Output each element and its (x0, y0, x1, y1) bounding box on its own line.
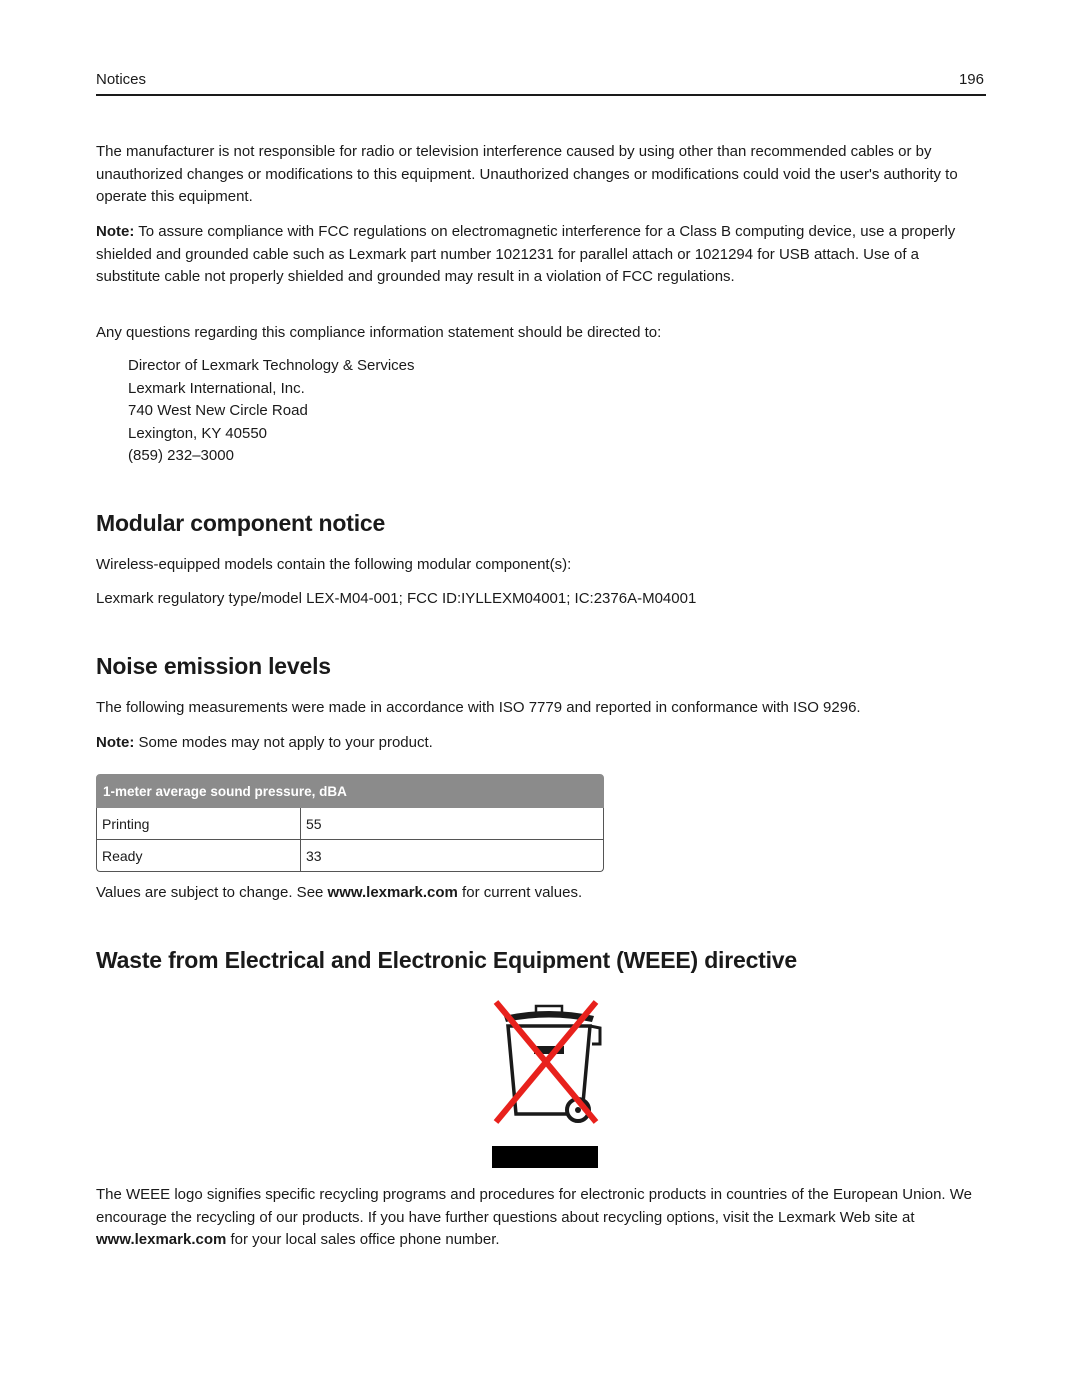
header-page-number: 196 (958, 71, 984, 88)
weee-bar (492, 1146, 598, 1168)
note-text: To assure compliance with FCC regulations on electromagnetic interference for a Class B computing device, use a properly shielded and grounded cable such as Lexmark part number 1021231 for parallel attach or 1021294 for USB attach. Use of a substitute cable not properly shielded and grounded may result in a violation of FCC regulations. (96, 223, 956, 285)
address-line: 740 West New Circle Road (128, 402, 308, 419)
weee-heading: Waste from Electrical and Electronic Equipment (WEEE) directive (96, 947, 797, 973)
table-cell-mode: Ready (96, 840, 300, 872)
weee-paragraph (96, 1184, 986, 1252)
table-row (96, 840, 604, 872)
noise-note (96, 732, 986, 755)
table-cell-value: 33 (300, 840, 604, 872)
interference-paragraph: The manufacturer is not responsible for radio or television interference caused by using other than recommended cables or by unauthorized changes or modifications to this equipment. Unauthorized changes or modifications could void the user's authority to operate this equipment. (96, 143, 958, 205)
fcc-note-paragraph (96, 221, 986, 289)
contact-address (128, 355, 415, 468)
modular-paragraph-1: Wireless-equipped models contain the following modular component(s): (96, 556, 572, 573)
lexmark-link[interactable]: www.lexmark.com (327, 884, 458, 901)
noise-table-header: 1-meter average sound pressure, dBA (96, 774, 604, 808)
weee-paragraph-text: The WEEE logo signifies specific recycling programs and procedures for electronic products in countries of the European Union. We encourage the recycling of our products. If you have further questions about recycling options, visit the Lexmark Web site at (96, 1186, 972, 1226)
noise-heading: Noise emission levels (96, 653, 331, 679)
weee-paragraph-text-end: for your local sales office phone number. (226, 1231, 500, 1248)
page-header (96, 68, 986, 96)
address-line: (859) 232–3000 (128, 447, 234, 464)
questions-paragraph: Any questions regarding this compliance information statement should be directed to: (96, 324, 662, 341)
table-row (96, 808, 604, 840)
lexmark-link[interactable]: www.lexmark.com (96, 1231, 227, 1248)
header-section-title: Notices (96, 71, 147, 88)
modular-heading: Modular component notice (96, 510, 386, 536)
noise-table (96, 774, 604, 872)
note-text: Some modes may not apply to your product. (134, 734, 433, 751)
table-cell-value: 55 (300, 808, 604, 840)
address-line: Lexmark International, Inc. (128, 379, 305, 397)
values-note-text-end: for current values. (457, 884, 583, 901)
noise-paragraph: The following measurements were made in accordance with ISO 7779 and reported in conformance with ISO 9296. (96, 699, 861, 716)
values-note-text: Values are subject to change. See (96, 884, 328, 901)
table-cell-mode: Printing (96, 808, 300, 840)
address-line: Director of Lexmark Technology & Services (128, 357, 415, 374)
values-note (96, 882, 986, 905)
weee-crossed-bin-icon (474, 996, 614, 1168)
modular-paragraph-2: Lexmark regulatory type/model LEX-M04-001; FCC ID:IYLLEXM04001; IC:2376A-M04001 (96, 590, 697, 607)
note-label: Note: (96, 734, 135, 751)
note-label: Note: (96, 223, 135, 240)
address-line: Lexington, KY 40550 (128, 424, 268, 442)
